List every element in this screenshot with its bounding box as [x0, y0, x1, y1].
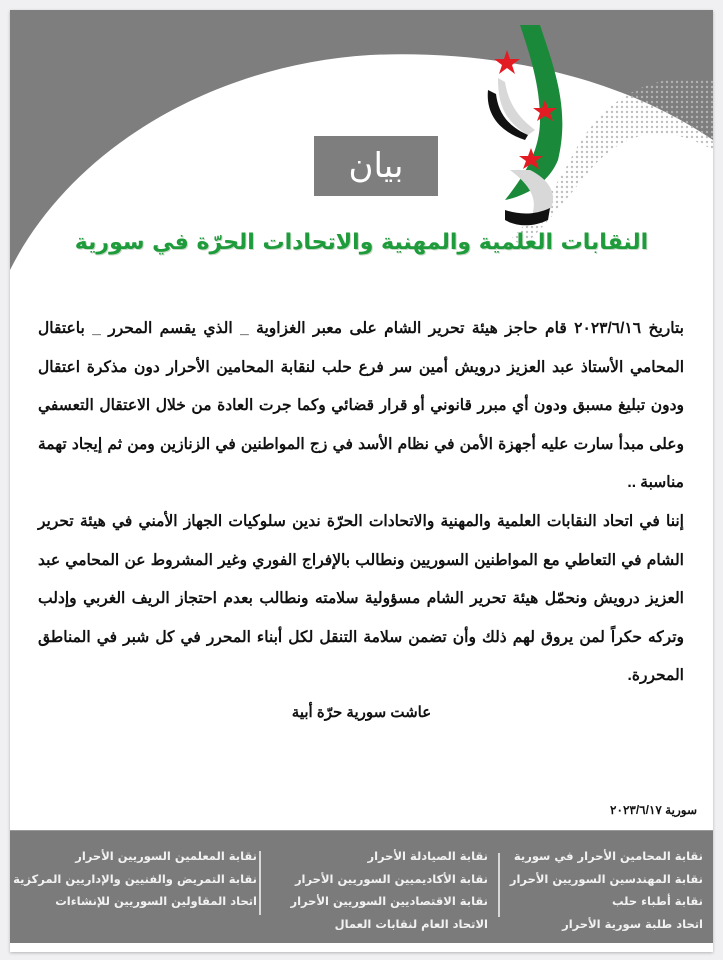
signatories-column	[13, 845, 257, 913]
signatories-column	[290, 845, 488, 935]
signatory: نقابة التمريض والفنيين والإداريين المركزية	[13, 871, 257, 886]
signatory: نقابة الاقتصاديين السوريين الأحرار	[290, 894, 488, 908]
column-divider	[259, 851, 261, 915]
signatory: نقابة المعلمين السوريين الأحرار	[75, 849, 257, 863]
place-date: سورية ٢٠٢٣/٦/١٧	[610, 803, 697, 817]
statement-document	[10, 10, 713, 952]
column-divider	[498, 853, 500, 917]
signatory: الاتحاد العام لنقابات العمال	[334, 916, 488, 931]
signatories-footer	[10, 830, 713, 943]
signatory: نقابة المهندسين السوريين الأحرار	[509, 871, 703, 886]
statement-body	[38, 310, 684, 696]
signatory: نقابة أطباء حلب	[611, 894, 703, 908]
closing-slogan: عاشت سورية حرّة أبية	[291, 704, 432, 721]
signatory: نقابة المحامين الأحرار في سورية	[513, 849, 703, 863]
paragraph: بتاريخ ٢٠٢٣/٦/١٦ قام حاجز هيئة تحرير الشام على معبر الغزاوية _ الذي يقسم المحرر _ باعتقال المحامي الأستاذ عبد العزيز درويش أمين سر فرع حلب لنقابة المحامين الأحرار دون مذكرة اعتقال ودون تبليغ مسبق ودون أي مبرر قانوني أو قرار قضائي وكما جرت العادة من خلال الاعتقال التعسفي وعلى مبدأ سارت عليه أجهزة الأمن في نظام الأسد في زج المواطنين في الزنازين ومن ثم إيجاد تهمة مناسبة ..	[38, 320, 684, 492]
page-title: النقابات العلمية والمهنية والاتحادات الحرّة في سورية	[74, 230, 649, 255]
statement-label: بيان	[314, 136, 438, 196]
red-star-icon	[494, 50, 520, 74]
signatory: نقابة الأكاديميين السوريين الأحرار	[294, 871, 488, 886]
signatory: اتحاد طلبة سورية الأحرار	[562, 916, 703, 931]
signatories-column	[510, 845, 703, 935]
signatory: اتحاد المقاولين السوريين للإنشاءات	[55, 894, 257, 908]
signatory: نقابة الصيادلة الأحرار	[367, 849, 488, 863]
paragraph: إننا في اتحاد النقابات العلمية والمهنية والاتحادات الحرّة ندين سلوكيات الجهاز الأمني في هيئة تحرير الشام في التعاطي مع المواطنين السوريين ونطالب بالإفراج الفوري وغير المشروط عن المحامي عبد العزيز درويش ونحمّل هيئة تحرير الشام مسؤولية سلامته ونطالب بعدم احتجاز الريف الغربي وإدلب وتركه حكراً لمن يروق لهم ذلك وأن تضمن سلامة التنقل لكل أبناء المحرر في كل شبر في المناطق المحررة.	[38, 512, 684, 685]
